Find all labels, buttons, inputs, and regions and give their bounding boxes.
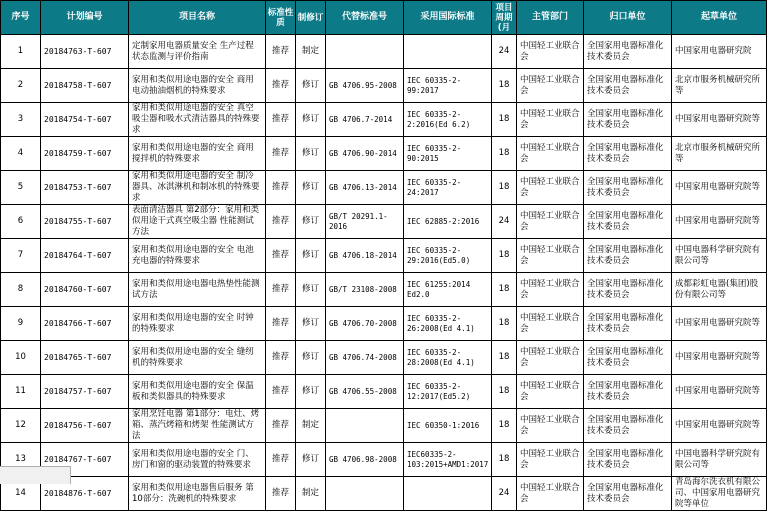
responsible-unit-cell[interactable]: 全国家用电器标准化技术委员会 — [584, 375, 672, 409]
plan-number-cell[interactable]: 20184764-T-607 — [41, 239, 129, 273]
drafting-unit-cell[interactable]: 中国家用电器研究院 — [672, 35, 767, 69]
plan-number-cell[interactable]: 20184758-T-607 — [41, 69, 129, 103]
drafting-unit-cell[interactable]: 成都彩虹电器(集团)股份有限公司等 — [672, 273, 767, 307]
revision-type-cell[interactable]: 修订 — [296, 69, 326, 103]
project-period-cell[interactable]: 18 — [492, 409, 517, 443]
replaced-standard-cell[interactable]: GB 4706.90-2014 — [326, 137, 404, 171]
competent-department-cell[interactable]: 中国轻工业联合会 — [517, 69, 584, 103]
replaced-standard-cell[interactable]: GB 4706.70-2008 — [326, 307, 404, 341]
competent-department-cell[interactable]: 中国轻工业联合会 — [517, 205, 584, 239]
row-no-cell[interactable]: 11 — [1, 375, 41, 409]
replaced-standard-cell[interactable]: GB 4706.95-2008 — [326, 69, 404, 103]
international-standard-cell[interactable]: IEC 60335-2-29:2016(Ed5.0) — [404, 239, 492, 273]
plan-number-cell[interactable]: 20184767-T-607 — [41, 443, 129, 477]
standard-nature-cell[interactable]: 推荐 — [266, 35, 296, 69]
project-period-cell[interactable]: 18 — [492, 273, 517, 307]
table-row — [1, 443, 767, 477]
standard-nature-cell[interactable]: 推荐 — [266, 239, 296, 273]
horizontal-scrollbar[interactable] — [0, 466, 71, 484]
plan-number-cell[interactable]: 20184756-T-607 — [41, 409, 129, 443]
responsible-unit-cell[interactable]: 全国家用电器标准化技术委员会 — [584, 69, 672, 103]
international-standard-cell[interactable]: IEC60335-2-103:2015+AMD1:2017 — [404, 443, 492, 477]
drafting-unit-cell[interactable]: 北京市服务机械研究所等 — [672, 69, 767, 103]
revision-type-cell[interactable]: 修订 — [296, 307, 326, 341]
row-no-cell[interactable]: 2 — [1, 69, 41, 103]
competent-department-cell[interactable]: 中国轻工业联合会 — [517, 307, 584, 341]
responsible-unit-cell[interactable]: 全国家用电器标准化技术委员会 — [584, 443, 672, 477]
plan-number-cell[interactable]: 20184754-T-607 — [41, 103, 129, 137]
row-no-cell[interactable]: 12 — [1, 409, 41, 443]
project-period-cell[interactable]: 18 — [492, 171, 517, 205]
international-standard-cell[interactable]: IEC 60335-2-2:2016(Ed 6.2) — [404, 103, 492, 137]
row-no-cell[interactable]: 10 — [1, 341, 41, 375]
responsible-unit-cell[interactable]: 全国家用电器标准化技术委员会 — [584, 477, 672, 511]
project-name-cell[interactable]: 表面清洁器具 第2部分：家用和类似用途干式真空吸尘器 性能测试方法 — [129, 205, 266, 239]
competent-department-cell[interactable]: 中国轻工业联合会 — [517, 137, 584, 171]
standard-nature-cell[interactable]: 推荐 — [266, 137, 296, 171]
responsible-unit-cell[interactable]: 全国家用电器标准化技术委员会 — [584, 307, 672, 341]
project-name-cell[interactable]: 家用和类似用途电器的安全 电池充电器的特殊要求 — [129, 239, 266, 273]
replaced-standard-cell[interactable]: GB 4706.13-2014 — [326, 171, 404, 205]
table-row — [1, 307, 767, 341]
international-standard-cell[interactable]: IEC 62885-2:2016 — [404, 205, 492, 239]
replaced-standard-cell[interactable]: GB/T 20291.1-2016 — [326, 205, 404, 239]
table-row — [1, 341, 767, 375]
competent-department-cell[interactable]: 中国轻工业联合会 — [517, 103, 584, 137]
row-no-cell[interactable]: 4 — [1, 137, 41, 171]
project-period-cell[interactable]: 18 — [492, 137, 517, 171]
header-no[interactable]: 序号 — [1, 1, 41, 35]
standard-nature-cell[interactable]: 推荐 — [266, 171, 296, 205]
project-period-cell[interactable]: 18 — [492, 443, 517, 477]
table-row — [1, 375, 767, 409]
standard-nature-cell[interactable]: 推荐 — [266, 409, 296, 443]
standard-nature-cell[interactable]: 推荐 — [266, 273, 296, 307]
international-standard-cell[interactable]: IEC 61255:2014 Ed2.0 — [404, 273, 492, 307]
drafting-unit-cell[interactable]: 中国家用电器研究院等 — [672, 409, 767, 443]
table-row — [1, 409, 767, 443]
project-name-cell[interactable]: 家用和类似用途电器售后服务 第10部分：洗碗机的特殊要求 — [129, 477, 266, 511]
responsible-unit-cell[interactable]: 全国家用电器标准化技术委员会 — [584, 273, 672, 307]
row-no-cell[interactable]: 8 — [1, 273, 41, 307]
project-name-cell[interactable]: 家用和类似用途电器的安全 保温板和类似器具的特殊要求 — [129, 375, 266, 409]
competent-department-cell[interactable]: 中国轻工业联合会 — [517, 239, 584, 273]
replaced-standard-cell[interactable] — [326, 409, 404, 443]
responsible-unit-cell[interactable]: 全国家用电器标准化技术委员会 — [584, 103, 672, 137]
project-period-cell[interactable]: 18 — [492, 69, 517, 103]
project-name-cell[interactable]: 家用和类似用途电器的安全 门、房门和窗的驱动装置的特殊要求 — [129, 443, 266, 477]
standard-nature-cell[interactable]: 推荐 — [266, 341, 296, 375]
row-no-cell[interactable]: 9 — [1, 307, 41, 341]
revision-type-cell[interactable]: 修订 — [296, 171, 326, 205]
header-competent-department[interactable]: 主管部门 — [517, 1, 584, 35]
header-revision-type[interactable]: 制修订 — [296, 1, 326, 35]
revision-type-cell[interactable]: 制定 — [296, 477, 326, 511]
international-standard-cell[interactable]: IEC 60335-2-26:2008(Ed 4.1) — [404, 307, 492, 341]
revision-type-cell[interactable]: 修订 — [296, 273, 326, 307]
revision-type-cell[interactable]: 修订 — [296, 341, 326, 375]
revision-type-cell[interactable]: 修订 — [296, 375, 326, 409]
international-standard-cell[interactable]: IEC 60335-2-90:2015 — [404, 137, 492, 171]
standard-nature-cell[interactable]: 推荐 — [266, 375, 296, 409]
replaced-standard-cell[interactable]: GB 4706.7-2014 — [326, 103, 404, 137]
international-standard-cell[interactable] — [404, 477, 492, 511]
table-row — [1, 171, 767, 205]
project-name-cell[interactable]: 家用和类似用途电器的安全 时钟的特殊要求 — [129, 307, 266, 341]
project-name-cell[interactable]: 家用和类似用途电器的安全 商用电动抽油烟机的特殊要求 — [129, 69, 266, 103]
competent-department-cell[interactable]: 中国轻工业联合会 — [517, 375, 584, 409]
replaced-standard-cell[interactable]: GB 4706.98-2008 — [326, 443, 404, 477]
table-row — [1, 35, 767, 69]
header-plan-number[interactable]: 计划编号 — [41, 1, 129, 35]
international-standard-cell[interactable]: IEC 60335-2-24:2017 — [404, 171, 492, 205]
international-standard-cell[interactable]: IEC 60335-2-12:2017(Ed5.2) — [404, 375, 492, 409]
responsible-unit-cell[interactable]: 全国家用电器标准化技术委员会 — [584, 341, 672, 375]
project-name-cell[interactable]: 定制家用电器质量安全 生产过程状态监测与评价指南 — [129, 35, 266, 69]
project-period-cell[interactable]: 24 — [492, 205, 517, 239]
responsible-unit-cell[interactable]: 全国家用电器标准化技术委员会 — [584, 409, 672, 443]
drafting-unit-cell[interactable]: 中国电器科学研究院有限公司等 — [672, 443, 767, 477]
replaced-standard-cell[interactable]: GB 4706.55-2008 — [326, 375, 404, 409]
revision-type-cell[interactable]: 修订 — [296, 103, 326, 137]
project-name-cell[interactable]: 家用烹饪电器 第1部分：电灶、烤箱、蒸汽烤箱和烤架 性能测试方法 — [129, 409, 266, 443]
drafting-unit-cell[interactable]: 中国家用电器研究院等 — [672, 307, 767, 341]
table-row — [1, 69, 767, 103]
plan-number-cell[interactable]: 20184876-T-607 — [41, 477, 129, 511]
competent-department-cell[interactable]: 中国轻工业联合会 — [517, 477, 584, 511]
plan-number-cell[interactable]: 20184760-T-607 — [41, 273, 129, 307]
revision-type-cell[interactable]: 修订 — [296, 137, 326, 171]
plan-number-cell[interactable]: 20184757-T-607 — [41, 375, 129, 409]
replaced-standard-cell[interactable]: GB/T 23108-2008 — [326, 273, 404, 307]
project-period-cell[interactable]: 24 — [492, 35, 517, 69]
competent-department-cell[interactable]: 中国轻工业联合会 — [517, 443, 584, 477]
international-standard-cell[interactable]: IEC 60335-2-99:2017 — [404, 69, 492, 103]
project-name-cell[interactable]: 家用和类似用途电器的安全 缝纫机的特殊要求 — [129, 341, 266, 375]
header-project-period[interactable]: 项目周期(月 — [492, 1, 517, 35]
drafting-unit-cell[interactable]: 青岛海尔洗衣机有限公司、中国家用电器研究院等单位 — [672, 477, 767, 511]
table-row — [1, 239, 767, 273]
drafting-unit-cell[interactable]: 中国电器科学研究院有限公司等 — [672, 239, 767, 273]
table-row — [1, 273, 767, 307]
plan-number-cell[interactable]: 20184765-T-607 — [41, 341, 129, 375]
table-row — [1, 137, 767, 171]
row-no-cell[interactable]: 6 — [1, 205, 41, 239]
standard-nature-cell[interactable]: 推荐 — [266, 103, 296, 137]
header-drafting-unit[interactable]: 起草单位 — [672, 1, 767, 35]
standard-nature-cell[interactable]: 推荐 — [266, 307, 296, 341]
responsible-unit-cell[interactable]: 全国家用电器标准化技术委员会 — [584, 239, 672, 273]
header-project-name[interactable]: 项目名称 — [129, 1, 266, 35]
drafting-unit-cell[interactable]: 中国家用电器研究院等 — [672, 341, 767, 375]
header-international-standard[interactable]: 采用国际标准 — [404, 1, 492, 35]
row-no-cell[interactable]: 1 — [1, 35, 41, 69]
header-standard-nature[interactable]: 标准性质 — [266, 1, 296, 35]
international-standard-cell[interactable] — [404, 35, 492, 69]
replaced-standard-cell[interactable] — [326, 477, 404, 511]
project-period-cell[interactable]: 24 — [492, 477, 517, 511]
table-row — [1, 103, 767, 137]
plan-number-cell[interactable]: 20184753-T-607 — [41, 171, 129, 205]
replaced-standard-cell[interactable]: GB 4706.74-2008 — [326, 341, 404, 375]
responsible-unit-cell[interactable]: 全国家用电器标准化技术委员会 — [584, 35, 672, 69]
project-name-cell[interactable]: 家用和类似用途电器电热垫性能测试方法 — [129, 273, 266, 307]
row-no-cell[interactable]: 3 — [1, 103, 41, 137]
competent-department-cell[interactable]: 中国轻工业联合会 — [517, 273, 584, 307]
international-standard-cell[interactable]: IEC 60335-2-28:2008(Ed 4.1) — [404, 341, 492, 375]
standard-nature-cell[interactable]: 推荐 — [266, 205, 296, 239]
row-no-cell[interactable]: 5 — [1, 171, 41, 205]
header-replaced-standard[interactable]: 代替标准号 — [326, 1, 404, 35]
plan-number-cell[interactable]: 20184755-T-607 — [41, 205, 129, 239]
revision-type-cell[interactable]: 制定 — [296, 409, 326, 443]
competent-department-cell[interactable]: 中国轻工业联合会 — [517, 35, 584, 69]
header-row — [1, 1, 767, 35]
row-no-cell[interactable]: 14 — [1, 477, 41, 511]
standard-nature-cell[interactable]: 推荐 — [266, 443, 296, 477]
project-period-cell[interactable]: 18 — [492, 375, 517, 409]
row-no-cell[interactable]: 7 — [1, 239, 41, 273]
project-period-cell[interactable]: 18 — [492, 239, 517, 273]
standard-nature-cell[interactable]: 推荐 — [266, 69, 296, 103]
international-standard-cell[interactable]: IEC 60350-1:2016 — [404, 409, 492, 443]
project-period-cell[interactable]: 18 — [492, 341, 517, 375]
project-period-cell[interactable]: 18 — [492, 307, 517, 341]
drafting-unit-cell[interactable]: 中国家用电器研究院等 — [672, 205, 767, 239]
competent-department-cell[interactable]: 中国轻工业联合会 — [517, 409, 584, 443]
revision-type-cell[interactable]: 修订 — [296, 239, 326, 273]
revision-type-cell[interactable]: 修订 — [296, 205, 326, 239]
header-responsible-unit[interactable]: 归口单位 — [584, 1, 672, 35]
drafting-unit-cell[interactable]: 北京市服务机械研究所等 — [672, 137, 767, 171]
plan-number-cell[interactable]: 20184759-T-607 — [41, 137, 129, 171]
responsible-unit-cell[interactable]: 全国家用电器标准化技术委员会 — [584, 171, 672, 205]
row-no-cell[interactable]: 13 — [1, 443, 41, 477]
plan-number-cell[interactable]: 20184763-T-607 — [41, 35, 129, 69]
competent-department-cell[interactable]: 中国轻工业联合会 — [517, 341, 584, 375]
drafting-unit-cell[interactable]: 中国家用电器研究院等 — [672, 171, 767, 205]
revision-type-cell[interactable]: 修订 — [296, 443, 326, 477]
project-name-cell[interactable]: 家用和类似用途电器的安全 商用搅拌机的特殊要求 — [129, 137, 266, 171]
responsible-unit-cell[interactable]: 全国家用电器标准化技术委员会 — [584, 205, 672, 239]
table-body — [1, 35, 767, 511]
replaced-standard-cell[interactable] — [326, 35, 404, 69]
plan-number-cell[interactable]: 20184766-T-607 — [41, 307, 129, 341]
competent-department-cell[interactable]: 中国轻工业联合会 — [517, 171, 584, 205]
project-period-cell[interactable]: 18 — [492, 103, 517, 137]
project-name-cell[interactable]: 家用和类似用途电器的安全 真空吸尘器和吸水式清洁器具的特殊要求 — [129, 103, 266, 137]
drafting-unit-cell[interactable]: 中国家用电器研究院等 — [672, 375, 767, 409]
replaced-standard-cell[interactable]: GB 4706.18-2014 — [326, 239, 404, 273]
table-header — [1, 1, 767, 35]
responsible-unit-cell[interactable]: 全国家用电器标准化技术委员会 — [584, 137, 672, 171]
project-name-cell[interactable]: 家用和类似用途电器的安全 制冷器具、冰淇淋机和制冰机的特殊要求 — [129, 171, 266, 205]
standard-nature-cell[interactable]: 推荐 — [266, 477, 296, 511]
table-row — [1, 205, 767, 239]
drafting-unit-cell[interactable]: 中国家用电器研究院等 — [672, 103, 767, 137]
revision-type-cell[interactable]: 制定 — [296, 35, 326, 69]
table-row — [1, 477, 767, 511]
